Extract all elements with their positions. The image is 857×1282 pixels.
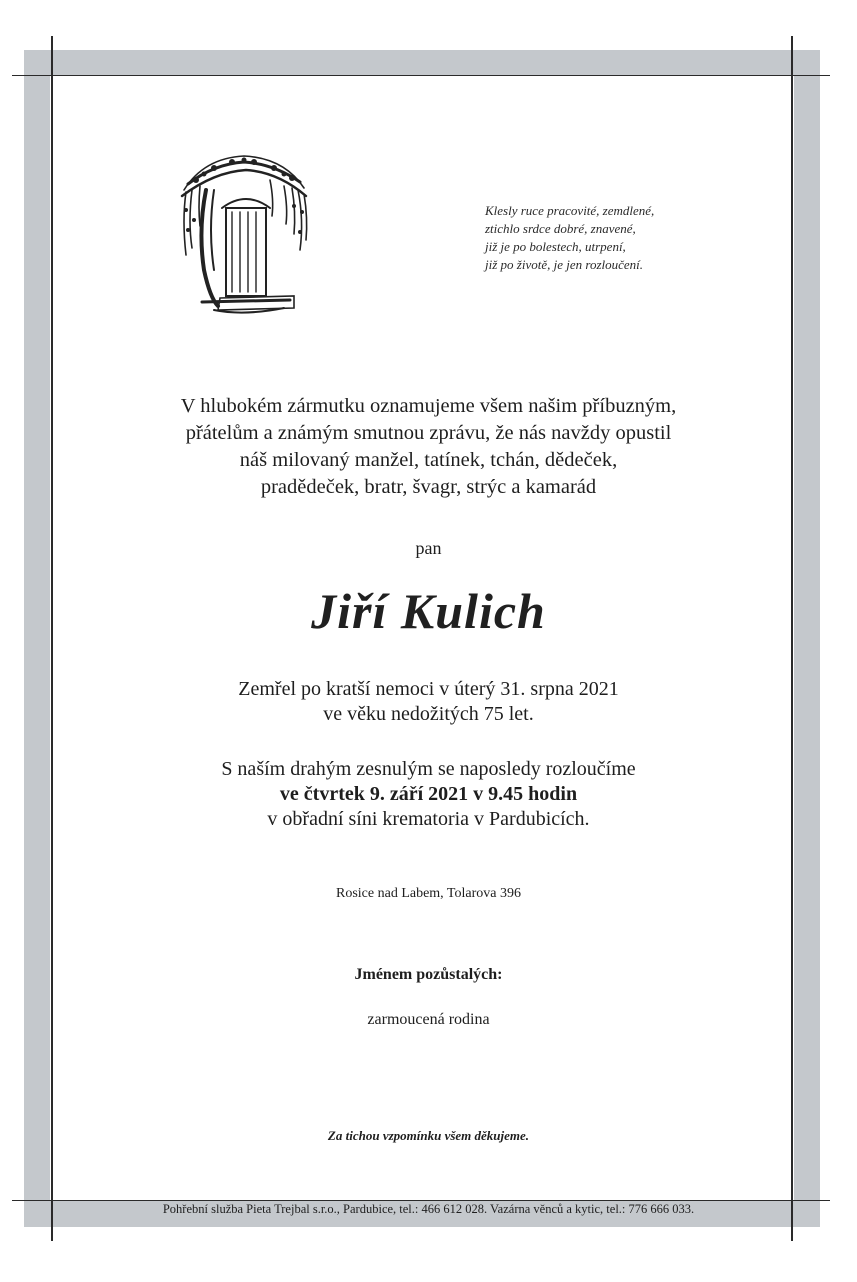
verse-line: již po životě, je jen rozloučení. xyxy=(485,257,644,272)
death-info xyxy=(0,677,857,727)
farewell-line: S naším drahým zesnulým se naposledy rozloučíme xyxy=(221,758,636,780)
verse-line: již je po bolestech, utrpení, xyxy=(485,239,626,254)
on-behalf-label: Jménem pozůstalých: xyxy=(354,966,503,983)
deceased-title: pan xyxy=(415,538,442,558)
announcement-line: náš milovaný manžel, tatínek, tchán, dědeček, xyxy=(239,449,618,471)
family-address: Rosice nad Labem, Tolarova 396 xyxy=(336,886,521,901)
deceased-name: Jiří Kulich xyxy=(311,583,546,639)
verse-line: Klesly ruce pracovité, zemdlené, xyxy=(485,203,655,218)
weeping-willow-urn-icon xyxy=(174,150,312,320)
verse-line: ztichlo srdce dobré, znavené, xyxy=(485,221,636,236)
announcement-text xyxy=(0,393,857,501)
family-name: zarmoucená rodina xyxy=(367,1011,490,1028)
thanks-note: Za tichou vzpomínku všem děkujeme. xyxy=(327,1128,530,1143)
announcement-line: pradědeček, bratr, švagr, strýc a kamarád xyxy=(260,476,597,498)
farewell-datetime: ve čtvrtek 9. září 2021 v 9.45 hodin xyxy=(279,783,578,805)
memorial-verse xyxy=(485,202,745,274)
frame-line-top xyxy=(12,75,830,76)
frame-band-top xyxy=(24,50,820,76)
farewell-place: v obřadní síni krematoria v Pardubicích. xyxy=(267,808,590,830)
farewell-info xyxy=(0,757,857,832)
age-line: ve věku nedožitých 75 let. xyxy=(323,703,534,725)
announcement-line: V hlubokém zármutku oznamujeme všem našim příbuzným, xyxy=(180,395,677,417)
funeral-service-footer: Pohřební služba Pieta Trejbal s.r.o., Pardubice, tel.: 466 612 028. Vazárna věnců a kytic, tel.: 776 666 033. xyxy=(162,1202,695,1216)
announcement-line: přátelům a známým smutnou zprávu, že nás navždy opustil xyxy=(185,422,672,444)
death-line: Zemřel po kratší nemoci v úterý 31. srpna 2021 xyxy=(238,678,619,700)
